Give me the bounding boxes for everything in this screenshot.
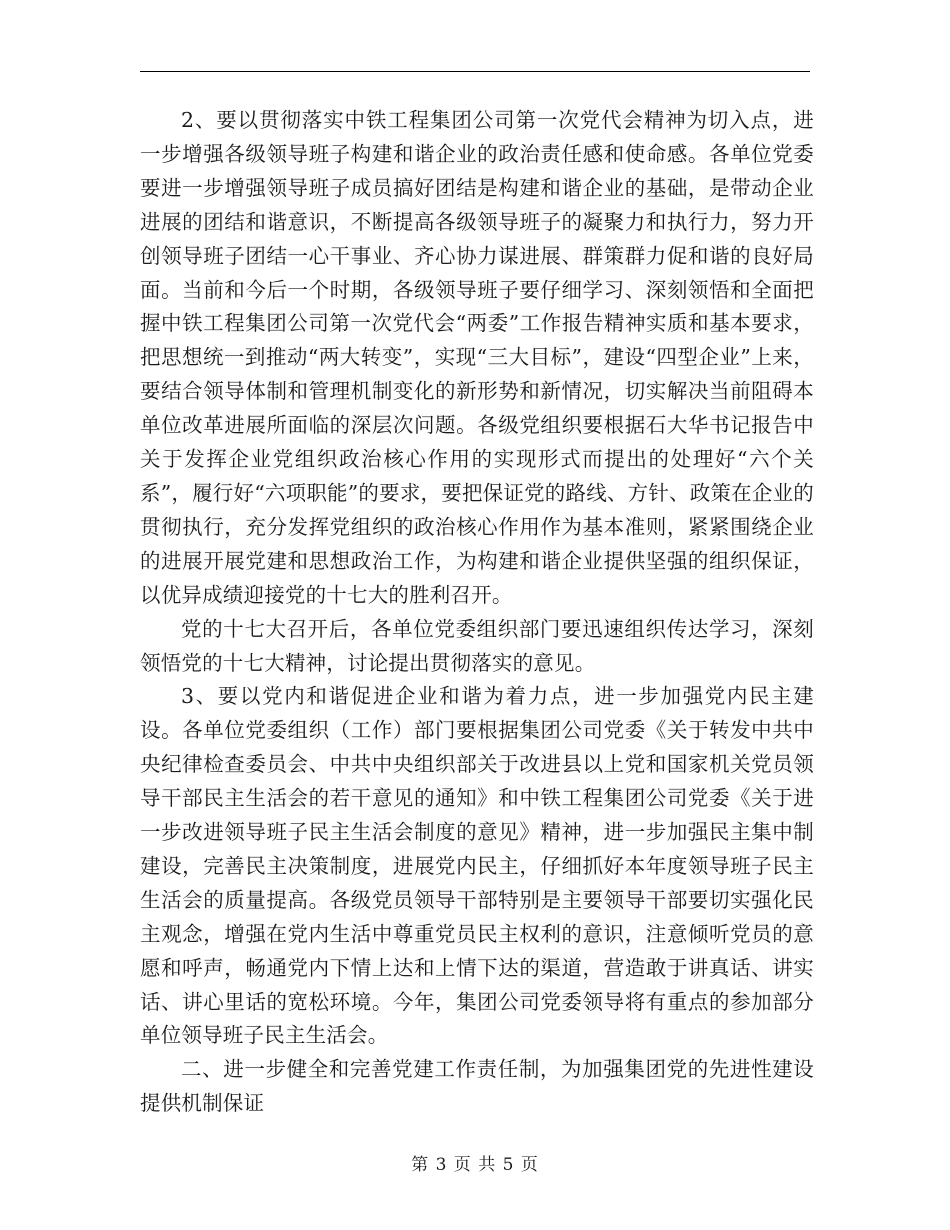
section-heading-2: 二、进一步健全和完善党建工作责任制，为加强集团党的先进性建设提供机制保证	[140, 1057, 814, 1116]
paragraph-point-3: 3、要以党内和谐促进企业和谐为着力点，进一步加强党内民主建设。各单位党委组织（工作）部门要根据集团公司党委《关于转发中共中央纪律检查委员会、中共中央组织部关于改进县以上党和国家机关党员领导干部民主生活会的若干意见的通知》和中铁工程集团公司党委《关于进一步改进领导班子民主生活会制度的意见》精神，进一步加强民主集中制建设，完善民主决策制度，进展党内民主，仔细抓好本年度领导班子民主生活会的质量提高。各级党员领导干部特别是主要领导干部要切实强化民主观念，增强在党内生活中尊重党员民主权利的意识，注意倾听党员的意愿和呼声，畅通党内下情上达和上情下达的渠道，营造敢于讲真话、讲实话、讲心里话的宽松环境。今年，集团公司党委领导将有重点的参加部分单位领导班子民主生活会。	[140, 684, 814, 1048]
page-number: 第 3 页 共 5 页	[411, 1155, 539, 1175]
document-body	[140, 104, 814, 1121]
header-rule	[140, 71, 810, 72]
paragraph-congress-study: 党的十七大召开后，各单位党委组织部门要迅速组织传达学习，深刻领悟党的十七大精神，讨论提出贯彻落实的意见。	[140, 616, 814, 675]
paragraph-point-2: 2、要以贯彻落实中铁工程集团公司第一次党代会精神为切入点，进一步增强各级领导班子构建和谐企业的政治责任感和使命感。各单位党委要进一步增强领导班子成员搞好团结是构建和谐企业的基础，是带动企业进展的团结和谐意识，不断提高各级领导班子的凝聚力和执行力，努力开创领导班子团结一心干事业、齐心协力谋进展、群策群力促和谐的良好局面。当前和今后一个时期，各级领导班子要仔细学习、深刻领悟和全面把握中铁工程集团公司第一次党代会“两委”工作报告精神实质和基本要求，把思想统一到推动“两大转变”，实现“三大目标”，建设“四型企业”上来，要结合领导体制和管理机制变化的新形势和新情况，切实解决当前阻碍本单位改革进展所面临的深层次问题。各级党组织要根据石大华书记报告中关于发挥企业党组织政治核心作用的实现形式而提出的处理好“六个关系”，履行好“六项职能”的要求，要把保证党的路线、方针、政策在企业的贯彻执行，充分发挥党组织的政治核心作用作为基本准则，紧紧围绕企业的进展开展党建和思想政治工作，为构建和谐企业提供坚强的组织保证，以优异成绩迎接党的十七大的胜利召开。	[140, 108, 814, 607]
